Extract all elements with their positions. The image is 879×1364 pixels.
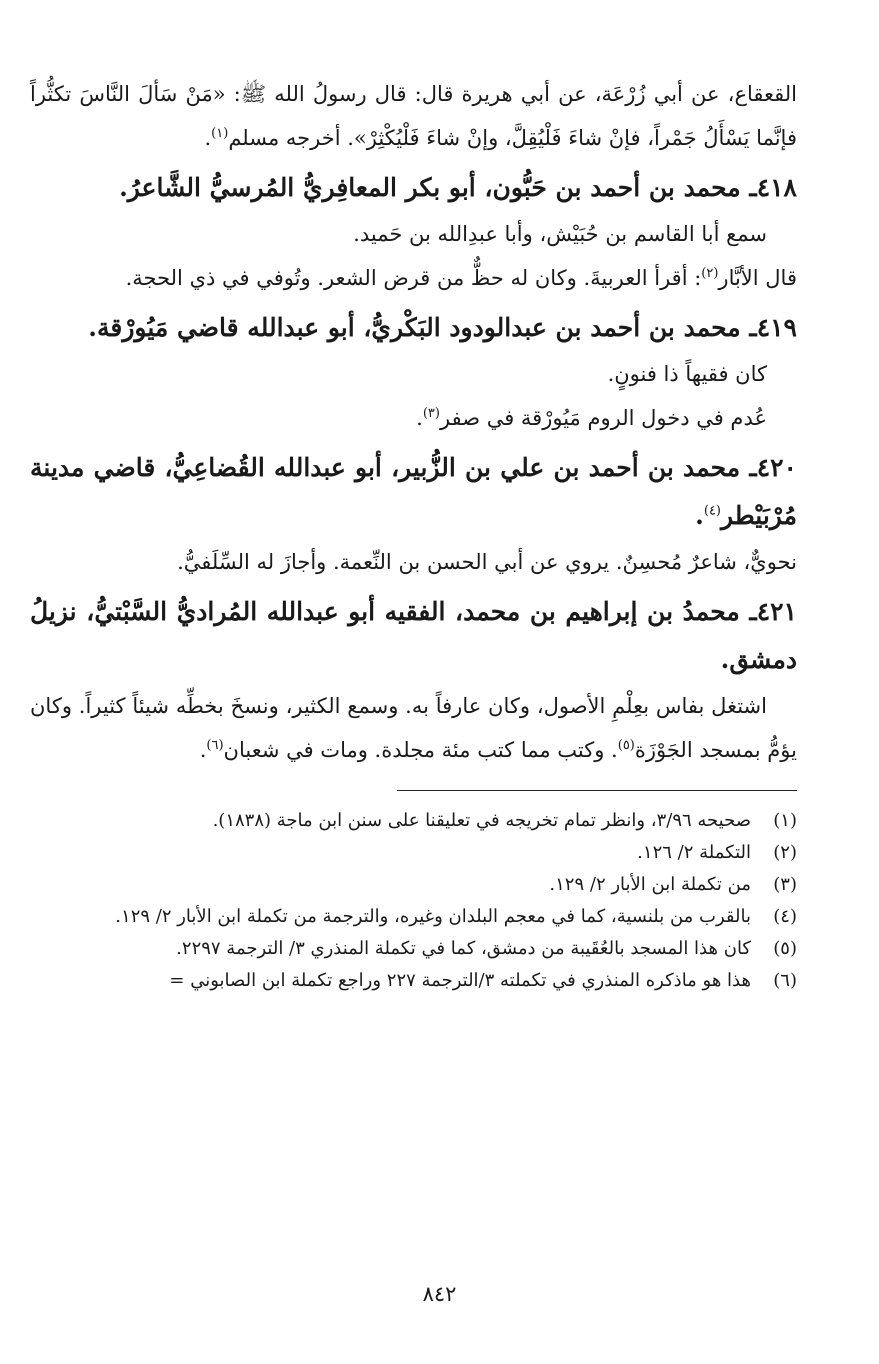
footnote-text: صحيحه ٣/٩٦، وانظر تمام تخريجه في تعليقنا على سنن ابن ماجة (١٨٣٨). xyxy=(212,810,751,831)
paragraph-text: قال الأبَّار xyxy=(718,266,797,290)
footnote-ref: (٣) xyxy=(422,406,440,421)
intro-text: القعقاع، عن أبي زُرْعَة، عن أبي هريرة قال: قال رسولُ الله ﷺ: «مَنْ سَألَ النَّاسَ تكثُّراً فإنَّما يَسْأَلُ جَمْراً، فإنْ شاءَ فَلْيُقِلَّ، وإنْ شاءَ فَلْيُكْثِرْ». أخرجه مسلم xyxy=(30,82,797,150)
footnote-item xyxy=(30,933,797,965)
paragraph-text: . xyxy=(416,406,423,430)
entry-paragraph xyxy=(30,396,797,440)
paragraph-text: . وكتب مما كتب مئة مجلدة. ومات في شعبان xyxy=(223,738,618,762)
footnote-item xyxy=(30,869,797,901)
paragraph-text: . xyxy=(199,738,207,762)
footnote-number: (٥) xyxy=(773,938,797,959)
heading-text: ٤٢٠ـ محمد بن أحمد بن علي بن الزُّبير، أبو عبدالله القُضاعِيُّ، قاضي مدينة مُرْبَيْطر xyxy=(30,453,797,530)
paragraph-text: عُدم في دخول الروم مَيُورْقة في صفر xyxy=(439,406,767,430)
entry-paragraph xyxy=(30,684,797,772)
footnotes xyxy=(30,805,797,997)
footnote-text: من تكملة ابن الأبار ٢/ ١٢٩. xyxy=(549,874,751,895)
footnote-item xyxy=(30,965,797,997)
footnote-text: كان هذا المسجد بالعُقَيبة من دمشق، كما في تكملة المنذري ٣/ الترجمة ٢٢٩٧. xyxy=(176,938,751,959)
entry-paragraph xyxy=(30,256,797,300)
page-number: ٨٤٢ xyxy=(422,1282,457,1306)
entry-paragraph: كان فقيهاً ذا فنونٍ. xyxy=(607,362,767,386)
entry-heading-421: ٤٢١ـ محمدُ بن إبراهيم بن محمد، الفقيه أبو عبدالله المُراديُّ السَّبْتيُّ، نزيلُ دمشق. xyxy=(30,597,797,674)
entry-heading-420: ٤٢٠ـ محمد بن أحمد بن علي بن الزُّبير، أبو عبدالله القُضاعِيُّ، قاضي مدينة مُرْبَيْطر$^{(٤)}$. xyxy=(30,453,797,530)
entry-heading-418: ٤١٨ـ محمد بن أحمد بن حَبُّون، أبو بكر المعافِريُّ المُرسيُّ الشَّاعرُ. xyxy=(119,173,797,202)
footnote-item xyxy=(30,837,797,869)
footnote-number: (١) xyxy=(773,810,797,831)
footnote-text: بالقرب من بلنسية، كما في معجم البلدان وغيره، والترجمة من تكملة ابن الأبار ٢/ ١٢٩. xyxy=(115,906,751,927)
footnote-ref: (٥) xyxy=(617,738,635,753)
footnote-item xyxy=(30,901,797,933)
footnote-number: (٢) xyxy=(773,842,797,863)
footnote-ref: (٦) xyxy=(206,738,224,753)
paragraph-text: اشتغل بفاس بعِلْمِ الأصول، وكان عارفاً به. وسمع الكثير، ونسخَ بخطِّه شيئاً كثيراً. وكان يؤمُّ بمسجد الجَوْزَة xyxy=(30,694,797,762)
footnote-item xyxy=(30,805,797,837)
footnote-text: هذا هو ماذكره المنذري في تكملته ٣/الترجمة ٢٢٧ وراجع تكملة ابن الصابوني = xyxy=(169,970,751,991)
footnote-text: التكملة ٢/ ١٢٦. xyxy=(637,842,751,863)
footnote-ref: (٢) xyxy=(701,266,719,281)
footnote-divider xyxy=(397,790,797,791)
footnote-number: (٦) xyxy=(773,970,797,991)
footnote-number: (٣) xyxy=(773,874,797,895)
intro-paragraph: القعقاع، عن أبي زُرْعَة، عن أبي هريرة قال: قال رسولُ الله ﷺ: «مَنْ سَألَ النَّاسَ تكثُّراً فإنَّما يَسْأَلُ جَمْراً، فإنْ شاءَ فَلْيُقِلَّ، وإنْ شاءَ فَلْيُكْثِرْ». أخرجه مسلم$^{(١)}$. xyxy=(30,82,797,150)
footnote-ref: (١) xyxy=(211,126,229,141)
entry-paragraph: نحويٌّ، شاعرٌ مُحسِنٌ. يروي عن أبي الحسن بن النِّعمة. وأجازَ له السِّلَفيُّ. xyxy=(177,550,797,574)
paragraph-text: : أقرأ العربيةَ. وكان له حظٌّ من قرض الشعر. وتُوفي في ذي الحجة. xyxy=(125,266,702,290)
footnote-ref: (٤) xyxy=(703,503,721,519)
footnote-number: (٤) xyxy=(773,906,797,927)
entry-paragraph: سمع أبا القاسم بن حُبَيْش، وأبا عبدِالله بن حَميد. xyxy=(353,222,767,246)
entry-heading-419: ٤١٩ـ محمد بن أحمد بن عبدالودود البَكْريُّ، أبو عبدالله قاضي مَيُورْقة. xyxy=(88,313,797,342)
